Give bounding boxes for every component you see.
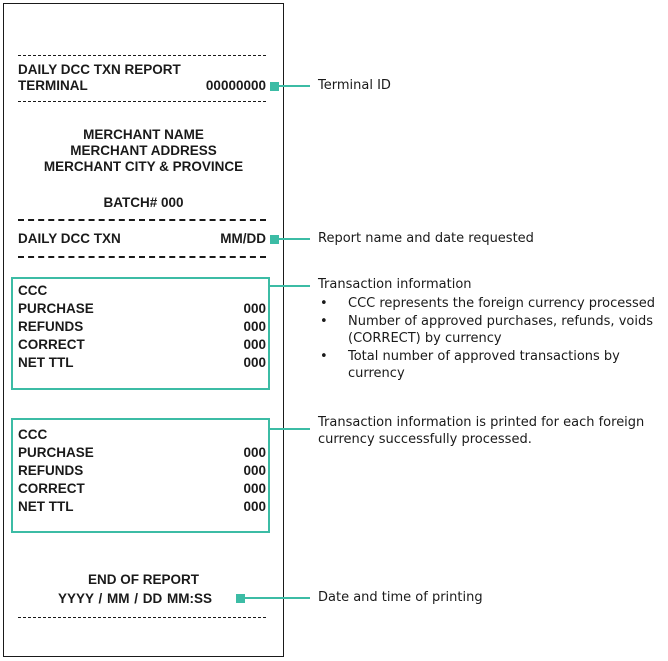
report-title: DAILY DCC TXN REPORT (18, 62, 181, 77)
report-date: MM/DD (220, 231, 266, 246)
divider (18, 55, 266, 56)
callout-line (279, 238, 310, 240)
refunds-count: 000 (243, 463, 266, 478)
batch-number: BATCH# 000 (103, 195, 184, 210)
correct-label: CORRECT (18, 481, 85, 496)
annotation-report-name-date: Report name and date requested (318, 231, 534, 246)
refunds-label: REFUNDS (18, 463, 84, 478)
purchase-label: PURCHASE (18, 445, 94, 460)
purchase-label: PURCHASE (18, 301, 94, 316)
annotation-transaction-info-title: Transaction information (318, 277, 472, 292)
callout-marker (270, 82, 279, 91)
correct-count: 000 (243, 337, 266, 352)
net-total-count: 000 (243, 499, 266, 514)
refunds-label: REFUNDS (18, 319, 84, 334)
merchant-city: MERCHANT CITY & PROVINCE (43, 159, 244, 174)
purchase-count: 000 (243, 445, 266, 460)
callout-marker (270, 235, 279, 244)
divider (18, 101, 266, 102)
annotation-bullet: • CCC represents the foreign currency processed (318, 295, 663, 312)
callout-line (245, 597, 310, 599)
callout-line (270, 285, 310, 287)
net-total-count: 000 (243, 355, 266, 370)
refunds-count: 000 (243, 319, 266, 334)
terminal-label: TERMINAL (18, 78, 88, 93)
merchant-name: MERCHANT NAME (83, 127, 204, 142)
callout-marker (236, 594, 245, 603)
print-datetime: YYYY / MM / DD MM:SS (58, 591, 213, 606)
annotation-bullet: • Total number of approved transactions by currency (318, 348, 663, 382)
net-total-label: NET TTL (18, 499, 74, 514)
callout-line (279, 85, 310, 87)
callout-line (270, 428, 310, 430)
divider (18, 256, 266, 258)
terminal-id: 00000000 (205, 78, 266, 93)
correct-label: CORRECT (18, 337, 85, 352)
currency-code: CCC (18, 283, 48, 298)
end-of-report: END OF REPORT (87, 572, 199, 587)
currency-code: CCC (18, 427, 48, 442)
annotation-transaction-info (318, 276, 663, 382)
annotation-terminal-id: Terminal ID (318, 78, 391, 93)
net-total-label: NET TTL (18, 355, 74, 370)
purchase-count: 000 (243, 301, 266, 316)
merchant-address: MERCHANT ADDRESS (70, 143, 217, 158)
annotation-print-time: Date and time of printing (318, 590, 483, 605)
annotation-bullet: • Number of approved purchases, refunds, voids (CORRECT) by currency (318, 313, 663, 347)
correct-count: 000 (243, 481, 266, 496)
report-name: DAILY DCC TXN (18, 231, 121, 246)
annotation-per-currency: Transaction information is printed for each foreign currency successfully processed. (318, 415, 645, 447)
divider (18, 219, 266, 221)
divider (18, 617, 266, 618)
